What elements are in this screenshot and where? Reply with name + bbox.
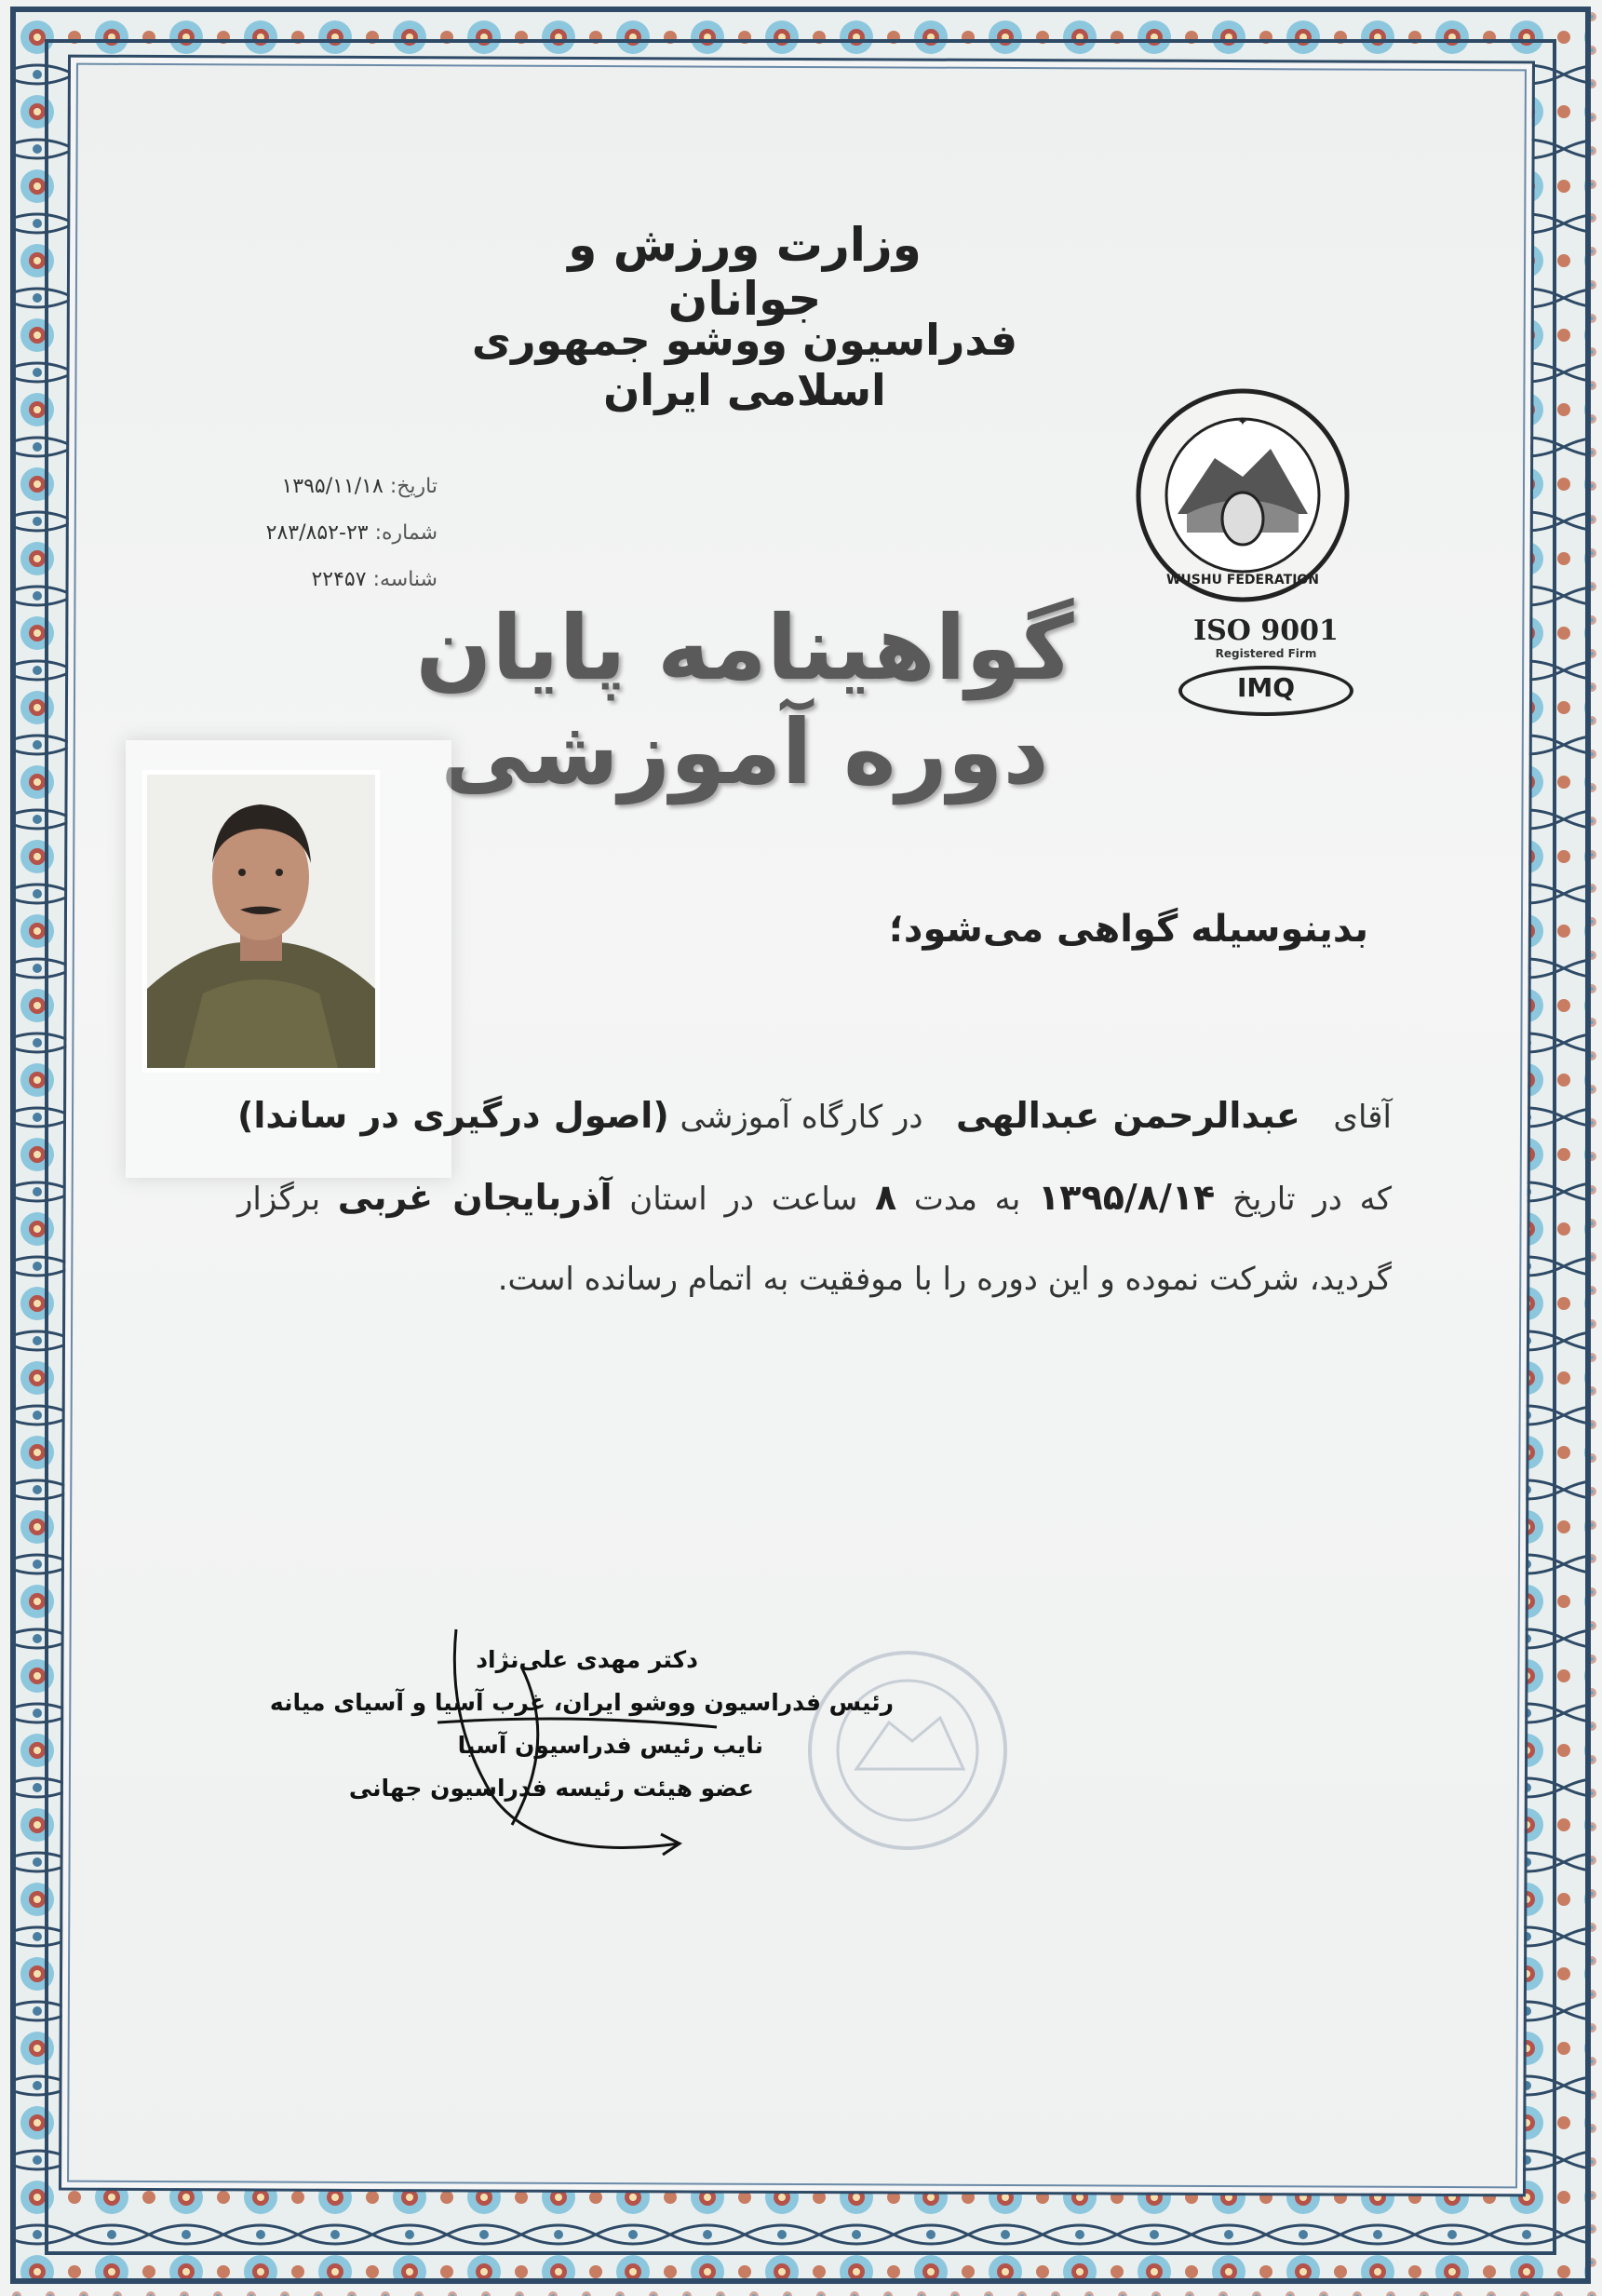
recipient-name: عبدالرحمن عبدالهی — [955, 1095, 1300, 1136]
certify-line: بدینوسیله گواهی می‌شود؛ — [888, 908, 1368, 951]
meta-number — [195, 510, 438, 557]
course-hours: ۸ — [874, 1177, 897, 1218]
certificate-title: گواهینامه پایان دوره آموزشی — [415, 596, 1074, 804]
document-meta — [195, 464, 438, 603]
body-duration-unit: ساعت در استان — [629, 1181, 858, 1218]
meta-id-label: شناسه: — [372, 568, 438, 591]
body-workshop-intro: در کارگاه آموزشی — [680, 1099, 923, 1136]
iso-badge — [1178, 615, 1354, 716]
meta-id-value: ۲۲۴۵۷ — [311, 568, 367, 591]
body-duration-intro: به مدت — [913, 1181, 1021, 1218]
svg-text:✦: ✦ — [1237, 415, 1248, 429]
meta-date — [195, 464, 438, 510]
iso-title: ISO 9001 — [1193, 615, 1339, 647]
certificate-body — [237, 1075, 1392, 1319]
meta-date-value: ۱۳۹۵/۱۱/۱۸ — [281, 475, 384, 498]
body-closing: برگزار گردید، شرکت نموده و این دوره را با موفقیت به اتمام رسانده است. — [237, 1181, 1392, 1298]
iso-subtitle: Registered Firm — [1215, 647, 1317, 660]
signatory-role-1: رئیس فدراسیون ووشو ایران، غرب آسیا و آسیای میانه — [269, 1689, 894, 1716]
federation-seal-logo — [1131, 384, 1354, 607]
meta-number-label: شماره: — [374, 521, 438, 545]
handwritten-signature — [410, 1611, 726, 1890]
recipient-photo — [142, 770, 380, 1073]
meta-date-label: تاریخ: — [389, 475, 438, 498]
workshop-name: (اصول درگیری در ساندا) — [237, 1095, 669, 1136]
federation-title: فدراسیون ووشو جمهوری اسلامی ایران — [471, 315, 1018, 415]
signatory-name: دکتر مهدی علی‌نژاد — [476, 1646, 698, 1673]
course-date: ۱۳۹۵/۸/۱۴ — [1038, 1177, 1216, 1218]
iso-brand-logo: IMQ — [1178, 666, 1353, 716]
ministry-title: وزارت ورزش و جوانان — [568, 218, 922, 326]
course-province: آذربایجان غربی — [337, 1177, 613, 1218]
body-date-intro: که در تاریخ — [1232, 1181, 1393, 1218]
meta-number-value: ۲۳-۲۸۳/۸۵۲ — [265, 521, 369, 545]
signatory-role-2: نایب رئیس فدراسیون آسیا — [457, 1732, 763, 1759]
body-salutation: آقای — [1333, 1099, 1392, 1136]
signatory-role-3: عضو هیئت رئیسه فدراسیون جهانی — [348, 1775, 754, 1802]
svg-text:WUSHU FEDERATION: WUSHU FEDERATION — [1165, 573, 1320, 588]
